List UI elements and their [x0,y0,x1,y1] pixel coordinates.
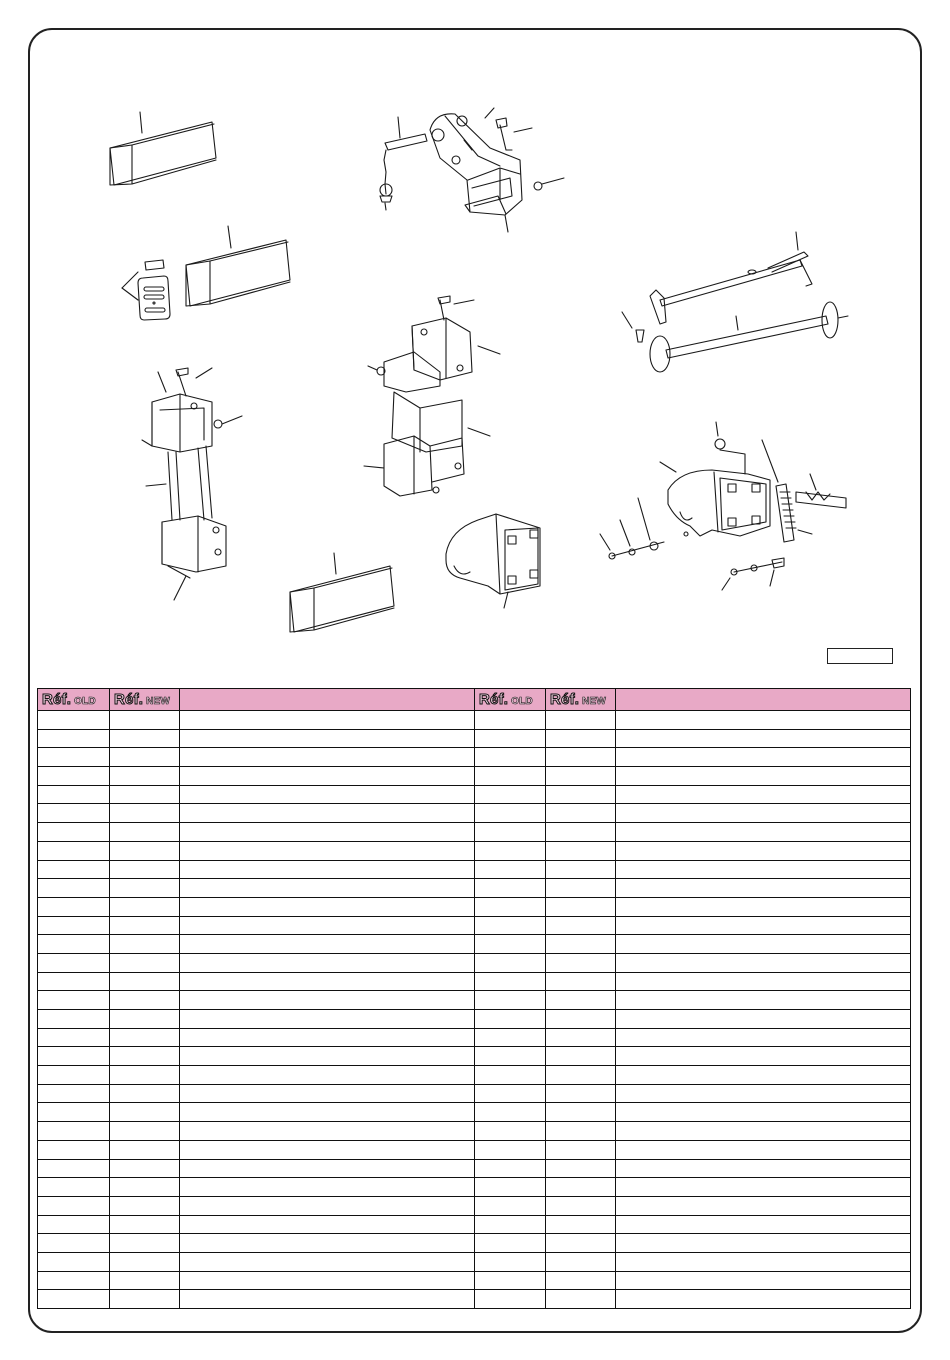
table-cell [110,767,180,786]
table-cell [110,972,180,991]
table-cell [616,785,911,804]
pin-with-chain-icon [380,117,427,210]
table-cell [110,1122,180,1141]
table-cell [180,860,475,879]
table-cell [546,879,616,898]
parts-reference-table [37,688,911,1309]
table-row [38,1103,911,1122]
table-cell [180,916,475,935]
table-cell [180,1178,475,1197]
table-cell [38,711,110,730]
table-cell [38,1196,110,1215]
table-cell [475,1271,546,1290]
table-cell [475,1215,546,1234]
table-cell [38,1028,110,1047]
table-cell [110,916,180,935]
table-cell [38,1159,110,1178]
table-row [38,804,911,823]
table-cell [110,841,180,860]
table-cell [180,1196,475,1215]
table-cell [38,1252,110,1271]
table-cell [180,1252,475,1271]
table-cell [180,879,475,898]
table-cell [546,1159,616,1178]
table-cell [546,1271,616,1290]
table-cell [475,1084,546,1103]
table-cell [110,953,180,972]
table-cell [38,1234,110,1253]
table-cell [180,841,475,860]
table-cell [616,1159,911,1178]
table-cell [38,991,110,1010]
table-cell [475,991,546,1010]
table-cell [616,1084,911,1103]
table-cell [38,823,110,842]
mount-plate-icon [122,260,170,320]
table-cell [616,879,911,898]
table-row [38,972,911,991]
table-cell [475,860,546,879]
table-row [38,897,911,916]
handle-rod-icon [650,232,812,324]
table-cell [180,823,475,842]
table-cell [180,1028,475,1047]
table-cell [180,767,475,786]
table-cell [546,1010,616,1029]
table-cell [180,1122,475,1141]
table-cell [616,972,911,991]
table-cell [38,897,110,916]
table-cell [38,1066,110,1085]
table-cell [38,953,110,972]
table-cell [180,1290,475,1309]
table-cell [546,1234,616,1253]
table-cell [475,711,546,730]
table-cell [110,1140,180,1159]
header-ref-new: Réf. NEW [110,689,180,711]
table-cell [475,972,546,991]
table-cell [546,1084,616,1103]
square-tube-icon [110,112,216,185]
table-cell [38,1084,110,1103]
table-cell [616,935,911,954]
table-cell [546,991,616,1010]
table-cell [110,1010,180,1029]
table-cell [546,785,616,804]
table-cell [475,785,546,804]
table-cell [110,879,180,898]
table-cell [110,1234,180,1253]
table-cell [38,1103,110,1122]
table-cell [110,1066,180,1085]
table-cell [38,1290,110,1309]
table-cell [110,729,180,748]
table-cell [110,897,180,916]
table-cell [180,1215,475,1234]
table-cell [616,1178,911,1197]
square-tube-icon [290,553,394,632]
mount-plate-icon [660,422,770,536]
table-cell [616,991,911,1010]
table-cell [180,1066,475,1085]
table-cell [546,1028,616,1047]
table-cell [110,1103,180,1122]
table-row [38,729,911,748]
table-cell [475,729,546,748]
table-cell [616,860,911,879]
table-cell [38,1122,110,1141]
table-cell [110,860,180,879]
table-cell [180,897,475,916]
table-cell [475,1290,546,1309]
table-cell [616,804,911,823]
table-row [38,767,911,786]
table-cell [546,860,616,879]
table-cell [38,1047,110,1066]
table-cell [616,1122,911,1141]
table-cell [38,916,110,935]
table-cell [38,748,110,767]
table-cell [475,823,546,842]
table-cell [110,1252,180,1271]
table-cell [475,1159,546,1178]
table-cell [616,916,911,935]
table-cell [180,972,475,991]
table-row [38,991,911,1010]
table-cell [546,823,616,842]
table-cell [475,1028,546,1047]
table-cell [38,729,110,748]
header-description [180,689,475,711]
table-cell [546,1290,616,1309]
table-cell [475,1234,546,1253]
table-row [38,1028,911,1047]
table-cell [616,1271,911,1290]
table-cell [110,823,180,842]
table-cell [475,767,546,786]
table-cell [110,748,180,767]
table-cell [110,1178,180,1197]
table-cell [546,1196,616,1215]
table-cell [616,1010,911,1029]
table-cell [180,711,475,730]
table-cell [616,897,911,916]
table-row [38,841,911,860]
z-bracket-icon [364,296,500,496]
hitch-bracket-icon [430,114,522,215]
table-cell [546,916,616,935]
table-cell [616,1252,911,1271]
table-cell [475,1066,546,1085]
table-row [38,1196,911,1215]
table-cell [546,1140,616,1159]
table-row [38,1252,911,1271]
table-cell [180,1047,475,1066]
header-ref-old: Réf. OLD [475,689,546,711]
figure-reference-box [827,648,893,664]
table-cell [110,1290,180,1309]
table-cell [110,935,180,954]
table-cell [616,841,911,860]
table-cell [180,804,475,823]
axle-rod-icon [650,302,848,372]
table-cell [110,991,180,1010]
header-ref-old: Réf. OLD [38,689,110,711]
table-cell [616,1066,911,1085]
table-cell [475,1252,546,1271]
table-cell [616,1028,911,1047]
table-cell [38,1140,110,1159]
table-cell [475,1140,546,1159]
table-row [38,1271,911,1290]
table-cell [38,1215,110,1234]
table-cell [546,972,616,991]
table-row [38,879,911,898]
table-cell [475,748,546,767]
table-cell [110,711,180,730]
table-row [38,1178,911,1197]
table-body [38,711,911,1309]
table-cell [38,935,110,954]
nut-icon [534,178,564,190]
table-cell [180,785,475,804]
table-cell [546,1215,616,1234]
table-cell [38,841,110,860]
table-cell [180,1140,475,1159]
table-cell [616,1290,911,1309]
spring-bolt-icon [762,440,846,542]
table-cell [546,953,616,972]
table-cell [546,1122,616,1141]
table-cell [616,729,911,748]
table-cell [546,804,616,823]
table-cell [38,1178,110,1197]
table-cell [616,1215,911,1234]
table-cell [616,1234,911,1253]
table-cell [38,1010,110,1029]
table-cell [475,1178,546,1197]
table-row [38,1066,911,1085]
table-cell [616,1140,911,1159]
table-row [38,860,911,879]
table-cell [616,1196,911,1215]
table-header-row [38,689,911,711]
table-cell [546,1047,616,1066]
table-cell [616,1103,911,1122]
table-cell [616,711,911,730]
table-row [38,1234,911,1253]
table-row [38,1122,911,1141]
table-cell [38,879,110,898]
washer-icon [600,498,784,590]
table-cell [180,1234,475,1253]
table-row [38,916,911,935]
table-cell [616,1047,911,1066]
table-cell [546,1066,616,1085]
table-row [38,1290,911,1309]
table-cell [546,1252,616,1271]
table-cell [180,1271,475,1290]
table-cell [180,1010,475,1029]
table-cell [475,1047,546,1066]
table-cell [110,1047,180,1066]
table-cell [38,804,110,823]
table-cell [38,785,110,804]
table-cell [180,748,475,767]
table-cell [546,935,616,954]
table-row [38,748,911,767]
table-cell [475,916,546,935]
table-cell [546,729,616,748]
square-tube-icon [186,226,290,306]
table-row [38,1215,911,1234]
table-row [38,1010,911,1029]
table-cell [475,841,546,860]
table-cell [38,860,110,879]
table-cell [475,897,546,916]
table-cell [475,804,546,823]
table-cell [110,1028,180,1047]
table-cell [546,1178,616,1197]
table-cell [180,991,475,1010]
table-cell [475,879,546,898]
table-cell [475,1103,546,1122]
table-cell [180,1159,475,1178]
table-cell [616,823,911,842]
table-cell [110,804,180,823]
table-cell [180,935,475,954]
bolt-icon [496,118,532,150]
pin-with-chain-icon [622,312,644,342]
table-cell [546,711,616,730]
table-row [38,953,911,972]
table-cell [38,1271,110,1290]
table-row [38,1159,911,1178]
table-cell [180,1084,475,1103]
mount-plate-icon [446,514,540,608]
table-cell [110,1084,180,1103]
table-cell [110,1196,180,1215]
table-cell [616,953,911,972]
table-cell [110,785,180,804]
table-cell [616,748,911,767]
table-row [38,711,911,730]
table-cell [475,1196,546,1215]
table-cell [546,841,616,860]
table-cell [110,1215,180,1234]
table-cell [546,767,616,786]
table-row [38,1084,911,1103]
table-cell [546,748,616,767]
table-cell [546,897,616,916]
header-description [616,689,911,711]
table-cell [546,1103,616,1122]
table-row [38,823,911,842]
table-row [38,1047,911,1066]
table-cell [110,1271,180,1290]
header-ref-new: Réf. NEW [546,689,616,711]
table-cell [475,953,546,972]
table-row [38,935,911,954]
table-cell [475,1010,546,1029]
table-cell [110,1159,180,1178]
table-cell [475,935,546,954]
table-row [38,1140,911,1159]
table-row [38,785,911,804]
table-cell [180,953,475,972]
table-cell [38,972,110,991]
clamp-bracket-icon [142,368,242,600]
table-cell [475,1122,546,1141]
table-cell [616,767,911,786]
table-cell [180,1103,475,1122]
table-cell [180,729,475,748]
table-cell [38,767,110,786]
